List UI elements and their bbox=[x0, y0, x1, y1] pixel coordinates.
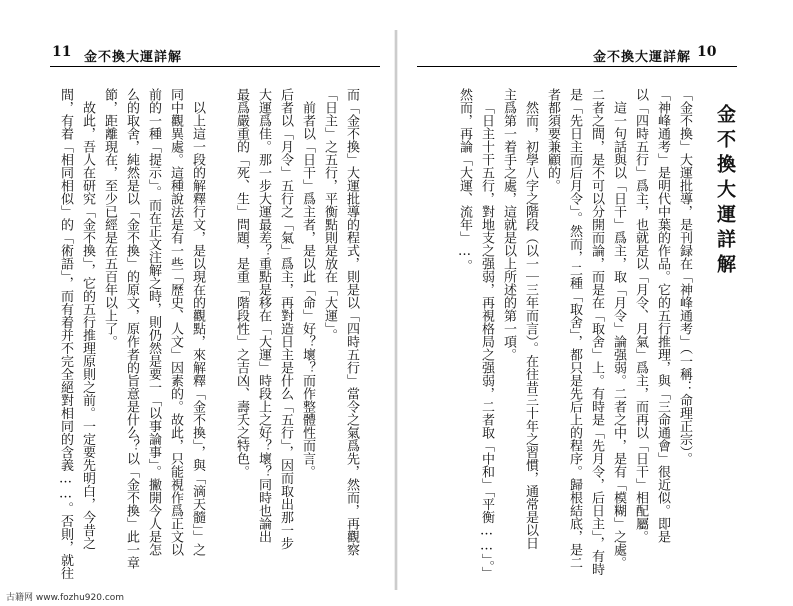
text-column: 「金不換」大運批導，是刊録在「神峰通考」（一稱：命理正宗）。 bbox=[677, 88, 692, 465]
text-column: 以「四時五行」爲主，也就是以「月令、月氣」爲主，而再以「日干」相配屬。 bbox=[633, 88, 648, 543]
running-header: 金不換大運詳解 bbox=[84, 50, 183, 65]
text-column: 最爲嚴重的「死、生」問題，是重「階段性」之吉凶、壽夭之特色。 bbox=[234, 88, 249, 478]
running-header: 金不換大運詳解 bbox=[593, 50, 692, 65]
page-number: 11 bbox=[52, 44, 72, 60]
text-column: 后者以「月令」五行之「氣」爲主，再對造日主是什么「五行」，因而取出那一步 bbox=[278, 88, 293, 550]
chapter-title: 金不換大運詳解 bbox=[714, 104, 736, 279]
text-column: 這一句話與以「日干」爲主，取「月令」論强弱。二者之中，是有「模糊」之處。 bbox=[611, 101, 626, 569]
text-column: 是「先日主而后月令」。然而，二種「取舍」，都只是先后上的程序。歸根結底，是二 bbox=[567, 88, 582, 569]
text-column: 二者之間，是不可以分開而論，而是在「取舍」上。有時是「先月令，后日主」，有時 bbox=[589, 88, 604, 576]
text-column: 間，有着「相同相似」的「術語」，而有着并不完全絕對相同的含義……。否則，就往 bbox=[58, 88, 73, 580]
page-number: 10 bbox=[697, 44, 717, 60]
text-column: 以上這一段的解釋行文，是以現在的觀點，來解釋「金不換」，與「滴天髓」」之 bbox=[190, 101, 205, 556]
text-column: 者都須要兼顧的。 bbox=[545, 88, 560, 192]
right-page bbox=[397, 0, 793, 606]
text-column: 「日主十干五行，對地支之强弱，再視格局之强弱，二者取「中和」「平衡……」。」 bbox=[479, 101, 494, 580]
header-rule bbox=[50, 66, 380, 67]
text-column: 前的一種「提示」。而在正文注解之時，則仍然是要一「以事論事」。撇開今人是怎 bbox=[146, 88, 161, 556]
text-column: 然而，初學八字之階段（以一｜三年而言）。在往昔三十年之習慣，通常是以日 bbox=[523, 101, 538, 550]
text-column: 「神峰通考」是明代中葉的作品。它的五行推理，與「三命通會」很近似。即是 bbox=[655, 88, 670, 543]
text-column: 同中觀異處。這種說法是有一些「歷史、人文」因素的。故此，只能視作爲正文以 bbox=[168, 88, 183, 556]
text-column: 節，距離現在，至少已經是在五百年以上了。 bbox=[102, 88, 117, 348]
header-rule bbox=[417, 66, 737, 67]
text-column: 然而，再論「大運、流年」…。 bbox=[457, 88, 472, 272]
left-page bbox=[0, 0, 396, 606]
text-column: 前者以「日干」爲主者，是以此「命」好？壞？而作整體性而言。 bbox=[300, 101, 315, 478]
text-column: 「日主」之五行，平衡點則是放在「大運」。 bbox=[322, 88, 337, 342]
text-column: 而「金不換」大運批導的程式，則是以「四時五行」當令之氣爲先，然而，再觀察 bbox=[344, 88, 359, 556]
text-column: 么的取舍，純然是以「金不換」的原文，原作者的旨意是什么？以「金不換」此一章 bbox=[124, 88, 139, 569]
source-watermark: 古籍网 www.fozhu920.com bbox=[6, 593, 125, 603]
text-column: 大運爲佳。那一步大運最差？重點是移在「大運」時段上之好？壞？同時也論出 bbox=[256, 88, 271, 543]
text-column: 主爲第一着手之處，這就是以上所述的第一項。 bbox=[501, 88, 516, 361]
text-column: 故此，吾人在研究「金不換」，它的五行推理原則之前。一定要先明白，今昔之 bbox=[80, 101, 95, 550]
